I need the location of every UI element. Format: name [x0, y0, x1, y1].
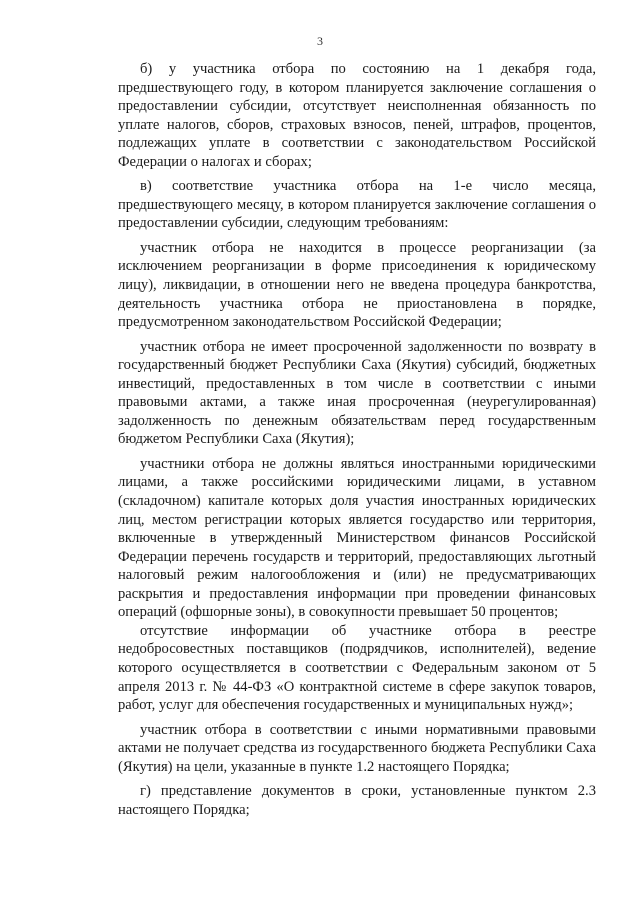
- paragraph-v: в) соответствие участника отбора на 1-е число месяца, предшествующего месяцу, в котором планируется заключение соглашения о предоставлении субсидии, следующим требованиям:: [118, 178, 596, 232]
- paragraph-b: б) у участника отбора по состоянию на 1 декабря года, предшествующего году, в котором планируется заключение соглашения о предоставлении субсидии, отсутствует неисполненная обязанность по уплате налогов, сборов, страховых взносов, пеней, штрафов, процентов, подлежащих уплате в соответствии с законодательством Российской Федерации о налогах и сборах;: [118, 61, 596, 170]
- paragraph-registry: отсутствие информации об участнике отбора в реестре недобросовестных поставщиков (подрядчиков, исполнителей), ведение которого осуществляется в соответствии с Федеральным законом от 5 апреля 2013 г. № 44-ФЗ «О контрактной системе в сфере закупок товаров, работ, услуг для обеспечения государственных и муниципальных нужд»;: [118, 622, 596, 714]
- document-body: [118, 60, 596, 819]
- paragraph-reorganization: участник отбора не находится в процессе реорганизации (за исключением реорганизации в форме присоединения к юридическому лицу), ликвидации, в отношении него не введена процедура банкротства, деятельность участника отбора не приостановлена в порядке, предусмотренном законодательством Российской Федерации;: [118, 239, 596, 331]
- paragraph-foreign-entities: участники отбора не должны являться иностранными юридическими лицами, а также российскими юридическими лицами, в уставном (складочном) капитале которых доля участия иностранных юридических лиц, местом регистрации которых является государство или территория, включенные в утвержденный Министерством финансов Российской Федерации перечень государств и территорий, предоставляющих льготный налоговый режим налогообложения и (или) не предусматривающих раскрытия и предоставления информации при проведении финансовых операций (офшорные зоны), в совокупности превышает 50 процентов;: [118, 455, 596, 621]
- paragraph-debt: участник отбора не имеет просроченной задолженности по возврату в государственный бюджет Республики Саха (Якутия) субсидий, бюджетных инвестиций, предоставленных в том числе в соответствии с иными правовыми актами, а также иная просроченная (неурегулированная) задолженность по денежным обязательствам перед государственным бюджетом Республики Саха (Якутия);: [118, 338, 596, 448]
- paragraph-no-other-funds: участник отбора в соответствии с иными нормативными правовыми актами не получает средства из государственного бюджета Республики Саха (Якутия) на цели, указанные в пункте 1.2 настоящего Порядка;: [118, 721, 596, 775]
- page-number: 3: [317, 34, 323, 48]
- paragraph-g: г) представление документов в сроки, установленные пунктом 2.3 настоящего Порядка;: [118, 783, 596, 818]
